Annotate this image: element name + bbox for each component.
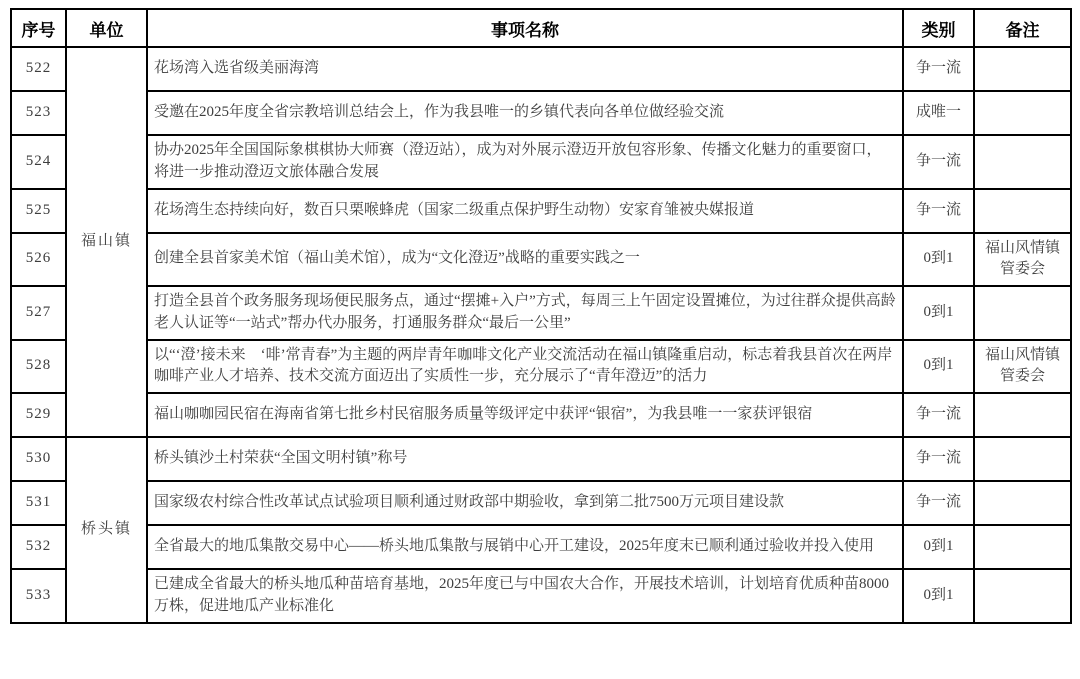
category-cell: 争一流 bbox=[903, 135, 974, 189]
category-cell: 争一流 bbox=[903, 393, 974, 437]
row-id-cell: 523 bbox=[11, 91, 66, 135]
category-cell: 0到1 bbox=[903, 569, 974, 623]
column-header-id: 序号 bbox=[11, 9, 66, 47]
table-row bbox=[11, 47, 1071, 91]
category-cell: 争一流 bbox=[903, 437, 974, 481]
item-name-cell: 创建全县首家美术馆（福山美术馆），成为“文化澄迈”战略的重要实践之一 bbox=[147, 233, 903, 287]
item-name-cell: 桥头镇沙土村荣获“全国文明村镇”称号 bbox=[147, 437, 903, 481]
row-id-cell: 530 bbox=[11, 437, 66, 481]
table-row bbox=[11, 233, 1071, 287]
row-id-cell: 524 bbox=[11, 135, 66, 189]
item-name-cell: 打造全县首个政务服务现场便民服务点，通过“摆摊+入户”方式，每周三上午固定设置摊位，为过往群众提供高龄老人认证等“一站式”帮办代办服务，打通服务群众“最后一公里” bbox=[147, 286, 903, 340]
remark-cell bbox=[974, 393, 1071, 437]
item-name-cell: 以“‘澄’接未来 ‘啡’常青春”为主题的两岸青年咖啡文化产业交流活动在福山镇隆重启动，标志着我县首次在两岸咖啡产业人才培养、技术交流方面迈出了实质性一步，充分展示了“青年澄迈”的活力 bbox=[147, 340, 903, 394]
remark-cell bbox=[974, 286, 1071, 340]
remark-cell: 福山风情镇管委会 bbox=[974, 233, 1071, 287]
table-row bbox=[11, 393, 1071, 437]
row-id-cell: 522 bbox=[11, 47, 66, 91]
item-name-cell: 花场湾入选省级美丽海湾 bbox=[147, 47, 903, 91]
row-id-cell: 527 bbox=[11, 286, 66, 340]
unit-cell: 福山镇 bbox=[66, 47, 147, 437]
category-cell: 争一流 bbox=[903, 189, 974, 233]
row-id-cell: 525 bbox=[11, 189, 66, 233]
remark-cell bbox=[974, 47, 1071, 91]
category-cell: 成唯一 bbox=[903, 91, 974, 135]
remark-cell bbox=[974, 189, 1071, 233]
category-cell: 0到1 bbox=[903, 525, 974, 569]
row-id-cell: 526 bbox=[11, 233, 66, 287]
category-cell: 0到1 bbox=[903, 340, 974, 394]
remark-cell bbox=[974, 569, 1071, 623]
table-row bbox=[11, 569, 1071, 623]
table-row bbox=[11, 437, 1071, 481]
remark-cell bbox=[974, 91, 1071, 135]
table-header-row bbox=[11, 9, 1071, 47]
column-header-unit: 单位 bbox=[66, 9, 147, 47]
column-header-category: 类别 bbox=[903, 9, 974, 47]
table-row bbox=[11, 189, 1071, 233]
row-id-cell: 529 bbox=[11, 393, 66, 437]
item-name-cell: 受邀在2025年度全省宗教培训总结会上，作为我县唯一的乡镇代表向各单位做经验交流 bbox=[147, 91, 903, 135]
row-id-cell: 531 bbox=[11, 481, 66, 525]
table-row bbox=[11, 91, 1071, 135]
table-row bbox=[11, 481, 1071, 525]
item-name-cell: 已建成全省最大的桥头地瓜种苗培育基地，2025年度已与中国农大合作，开展技术培训，计划培育优质种苗8000万株，促进地瓜产业标准化 bbox=[147, 569, 903, 623]
item-name-cell: 协办2025年全国国际象棋棋协大师赛（澄迈站），成为对外展示澄迈开放包容形象、传播文化魅力的重要窗口，将进一步推动澄迈文旅体融合发展 bbox=[147, 135, 903, 189]
remark-cell bbox=[974, 135, 1071, 189]
item-name-cell: 国家级农村综合性改革试点试验项目顺利通过财政部中期验收，拿到第二批7500万元项目建设款 bbox=[147, 481, 903, 525]
item-name-cell: 花场湾生态持续向好，数百只栗喉蜂虎（国家二级重点保护野生动物）安家育雏被央媒报道 bbox=[147, 189, 903, 233]
remark-cell bbox=[974, 437, 1071, 481]
item-name-cell: 福山咖咖园民宿在海南省第七批乡村民宿服务质量等级评定中获评“银宿”，为我县唯一一家获评银宿 bbox=[147, 393, 903, 437]
table-row bbox=[11, 286, 1071, 340]
table-row bbox=[11, 135, 1071, 189]
column-header-item: 事项名称 bbox=[147, 9, 903, 47]
row-id-cell: 532 bbox=[11, 525, 66, 569]
table-row bbox=[11, 525, 1071, 569]
table-body bbox=[11, 47, 1071, 623]
column-header-remark: 备注 bbox=[974, 9, 1071, 47]
row-id-cell: 528 bbox=[11, 340, 66, 394]
category-cell: 0到1 bbox=[903, 233, 974, 287]
achievements-table bbox=[10, 8, 1072, 624]
category-cell: 0到1 bbox=[903, 286, 974, 340]
category-cell: 争一流 bbox=[903, 481, 974, 525]
remark-cell bbox=[974, 481, 1071, 525]
remark-cell: 福山风情镇管委会 bbox=[974, 340, 1071, 394]
table-row bbox=[11, 340, 1071, 394]
row-id-cell: 533 bbox=[11, 569, 66, 623]
unit-cell: 桥头镇 bbox=[66, 437, 147, 623]
category-cell: 争一流 bbox=[903, 47, 974, 91]
remark-cell bbox=[974, 525, 1071, 569]
item-name-cell: 全省最大的地瓜集散交易中心——桥头地瓜集散与展销中心开工建设，2025年度末已顺利通过验收并投入使用 bbox=[147, 525, 903, 569]
